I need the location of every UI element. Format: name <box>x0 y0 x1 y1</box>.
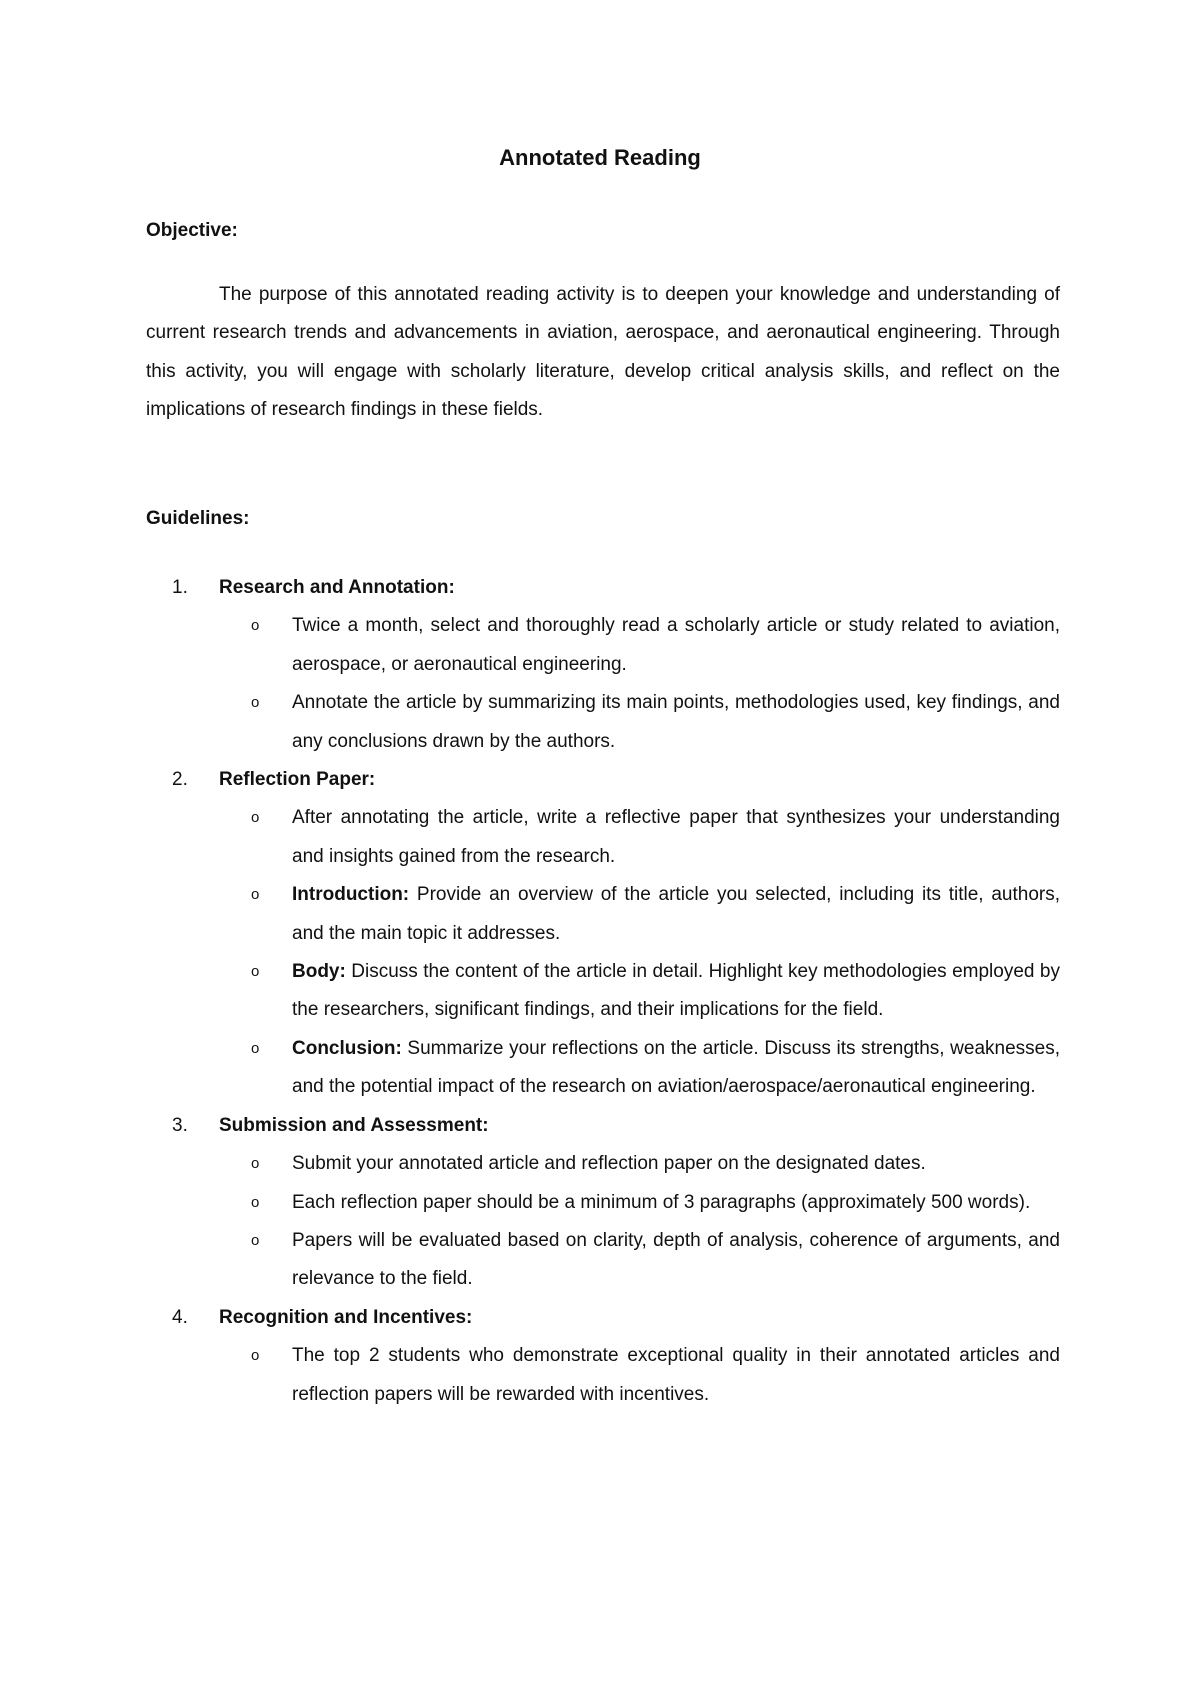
bullet-marker-icon: o <box>251 1231 260 1249</box>
bullet-text <box>292 1145 1060 1183</box>
bullet-lead-label: Conclusion: <box>292 1037 402 1059</box>
guideline-bullet <box>0 876 1200 953</box>
guideline-bullet <box>0 1222 1200 1299</box>
guideline-bullet <box>0 1030 1200 1107</box>
guidelines-heading: Guidelines: <box>146 508 250 529</box>
bullet-lead-label: Body: <box>292 961 346 983</box>
bullet-marker-icon: o <box>251 886 260 904</box>
guideline-item <box>0 1107 1200 1299</box>
objective-paragraph <box>146 276 1060 430</box>
bullet-body: Discuss the content of the article in detail. Highlight key methodologies employed by the researchers, significant findings, and their implications for the field. <box>292 961 1060 1021</box>
bullet-body: Submit your annotated article and reflection paper on the designated dates. <box>292 1153 926 1175</box>
guideline-title: Recognition and Incentives: <box>219 1306 473 1328</box>
bullet-text <box>292 684 1060 761</box>
objective-heading: Objective: <box>146 220 238 241</box>
guideline-bullet <box>0 1145 1200 1183</box>
bullet-marker-icon: o <box>251 1155 260 1173</box>
document-title: Annotated Reading <box>499 145 701 170</box>
guideline-number: 3. <box>172 1114 188 1136</box>
bullet-text <box>292 1222 1060 1299</box>
guideline-item <box>0 761 1200 1107</box>
bullet-text <box>292 876 1060 953</box>
bullet-text <box>292 953 1060 1030</box>
bullet-marker-icon: o <box>251 694 260 712</box>
bullet-marker-icon: o <box>251 1193 260 1211</box>
bullet-body: Provide an overview of the article you selected, including its title, authors, and the main topic it addresses. <box>292 884 1060 944</box>
guideline-title: Reflection Paper: <box>219 769 376 791</box>
guideline-item <box>0 569 1200 761</box>
bullet-marker-icon: o <box>251 1347 260 1365</box>
guideline-number: 4. <box>172 1306 188 1328</box>
bullet-text <box>292 607 1060 684</box>
bullet-marker-icon: o <box>251 963 260 981</box>
guidelines-list <box>0 569 1200 1414</box>
bullet-body: Papers will be evaluated based on clarity, depth of analysis, coherence of arguments, and relevance to the field. <box>292 1229 1060 1290</box>
guideline-bullet <box>0 1337 1200 1414</box>
objective-text: The purpose of this annotated reading activity is to deepen your knowledge and understanding of current research trends and advancements in aviation, aerospace, and aeronautical engineering. Through this activity, you will engage with scholarly literature, develop critical analysis skills, and reflect on the implications of research findings in these fields. <box>146 284 1060 421</box>
bullet-lead-label: Introduction: <box>292 884 410 906</box>
guideline-number: 2. <box>172 769 188 791</box>
guideline-item <box>0 1299 1200 1414</box>
bullet-marker-icon: o <box>251 617 260 635</box>
guideline-bullet <box>0 1184 1200 1222</box>
bullet-text <box>292 1030 1060 1107</box>
bullet-marker-icon: o <box>251 809 260 827</box>
guideline-title: Research and Annotation: <box>219 577 455 598</box>
guideline-bullet <box>0 799 1200 876</box>
guideline-title: Submission and Assessment: <box>219 1114 489 1136</box>
guideline-bullet <box>0 953 1200 1030</box>
guideline-bullet <box>0 607 1200 684</box>
bullet-text <box>292 1184 1060 1222</box>
bullet-text <box>292 799 1060 876</box>
guideline-number: 1. <box>172 577 188 598</box>
bullet-body: Annotate the article by summarizing its main points, methodologies used, key findings, and any conclusions drawn by the authors. <box>292 692 1060 752</box>
bullet-body: Twice a month, select and thoroughly read a scholarly article or study related to aviation, aerospace, or aeronautical engineering. <box>292 615 1060 675</box>
guideline-bullet <box>0 684 1200 761</box>
bullet-marker-icon: o <box>251 1039 260 1057</box>
bullet-text <box>292 1337 1060 1414</box>
bullet-body: Each reflection paper should be a minimum of 3 paragraphs (approximately 500 words). <box>292 1191 1031 1213</box>
bullet-body: After annotating the article, write a reflective paper that synthesizes your understanding and insights gained from the research. <box>292 807 1060 867</box>
bullet-body: The top 2 students who demonstrate exceptional quality in their annotated articles and reflection papers will be rewarded with incentives. <box>292 1345 1060 1405</box>
bullet-body: Summarize your reflections on the article. Discuss its strengths, weaknesses, and the potential impact of the research on aviation/aerospace/aeronautical engineering. <box>292 1037 1060 1098</box>
